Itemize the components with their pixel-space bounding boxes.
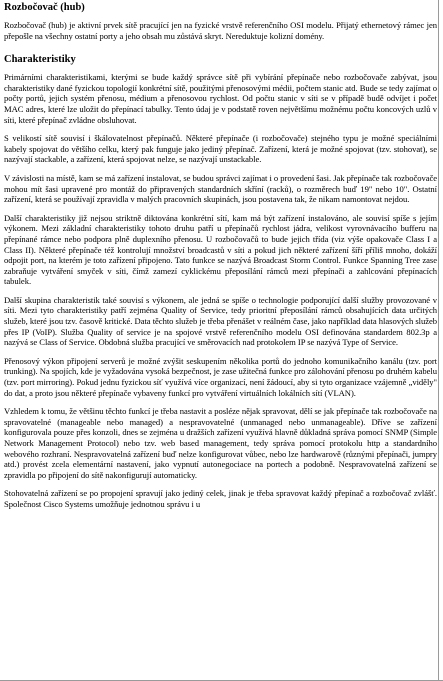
section-heading-characteristics: Charakteristiky	[4, 54, 76, 66]
page-border-right	[438, 0, 439, 681]
paragraph-management: Vzhledem k tomu, že většinu těchto funkcí je třeba nastavit a posléze nějak spravovat, dělí se jak přepínače tak rozbočovače na spravovatelné (manageable nebo managed) a nespravovatelné (unmanaged nebo unmanageable). Dříve se zařízení konfigurovala pouze přes konzoli, dnes se zejména u dražších zařízení využívá hlavně důkladná správa pomocí SNMP (Simple Network Management Protocol) nebo tzv. web based management, tedy správa pomocí protokolu http a standardního webového rozhraní. Nespravovatelná zařízení buď nelze konfigurovat vůbec, nebo lze hardwarově (různými přepínači, jumpry atd.) provést zcela elementární nastavení, jako vypnutí autonegociace na portech a podobně. Nespravovatelná zařízení se zpravidla po připojení do sítě nakonfigurují automaticky.	[4, 406, 437, 480]
paragraph-chassis: V závislosti na místě, kam se má zařízení instalovat, se budou správci zajímat i o provedení šasi. Jak přepínače tak rozbočovače mohou mít šasi upravené pro montáž do připravených standardních skříní (racků), o rozměrech buď 19" nebo 10". Ostatní zařízení, která se používají zpravidla v malých pracovních skupinách, jsou postavena tak, že nikam namontovat nejdou.	[4, 172, 437, 205]
paragraph-primary-characteristics: Primárními charakteristikami, kterými se bude každý správce sítě při vybírání přepínače nebo rozbočovače zabývat, jsou charakteristiky dané fyzickou topologií konkrétní sítě, použitými přenosovými médii, počtem stanic atd. Bude se tedy zajímat o počty portů, jejich systém přenosu, médium a přenosovou rychlost. Od počtu stanic v síti se v případě budě odvíjet i počet MAC adres, které lze uložit do přepínací tabulky. Tento údaj je v podstatě roven největšímu možnému počtu koncových uzlů v síti, které přepínač zvládne obsluhovat.	[4, 72, 437, 125]
paragraph-stacking: Stohovatelná zařízení se po propojení spravují jako jediný celek, jinak je třeba spravovat každý přepínač a rozbočovač zvlášť. Společnost Cisco Systems umožňuje jednotnou správu i u	[4, 488, 437, 509]
paragraph-port-trunking: Přenosový výkon připojení serverů je možné zvýšit seskupením několika portů do jednoho komunikačního kanálu (tzv. port trunking). Na spojích, kde je vyžadována vysoká bezpečnost, je zase užitečná funkce pro zálohování přenosu po druhém kabelu (tzv. port mirroring). Pokud jednu fyzickou síť využívá více organizací, není žádoucí, aby si tyto organizace vzájemně „viděly" do dat, a proto jsou některé přepínače vybaveny funkcí pro vytváření virtuálních lokálních sítí (VLAN).	[4, 355, 437, 398]
paragraph-performance: Další charakteristiky již nejsou striktně diktována konkrétní sítí, kam má být zařízení instalováno, ale souvisí spíše s jejím výkonem. Mezi základní charakteristiky tohoto druhu patří u přepínačů rychlost jádra, velikost vyrovnávacího bufferu na přepínané rámce nebo podpora plně duplexního přenosu. U rozbočovačů to bude jejich třída (viz výše opakovače Class I a Class II). Některé přepínače též kontrolují množství broadcastů v síti a pokud jich některé zařízení šíří příliš mnoho, dokáží odpojit port, na kterém je toto zařízení připojeno. Tato funkce se nazývá Broadcast Storm Control. Funkce Spanning Tree zase zabraňuje vytváření smyček v síti, čímž zamezí cyklickému přeposílání rámců mezi přepínači a zahlcování přepínacích tabulek.	[4, 212, 437, 287]
paragraph-qos: Další skupina charakteristik také souvisí s výkonem, ale jedná se spíše o technologie podporující další služby provozované v síti. Mezi tyto charakteristiky patří zejména Quality of Service, tedy prioritní přeposílání rámců obsahujících data určitých služeb, které jsou tzv. časově kritické. Data těchto služeb je třeba přenášet v reálném čase, jako například data hlasových služeb přes IP (VoIP). Služba Quality of service je na spojové vrstvě referenčního modelu OSI definována standardem 802.3p a nazývá se Class of Service. Obdobná služba pracující ve směrovacích nad protokolem IP se nazývá Type of Service.	[4, 294, 437, 348]
paragraph-hub-definition: Rozbočovač (hub) je aktivní prvek sítě pracující jen na fyzické vrstvě referenčního OSI modelu. Přijatý ethernetový rámec jen přepošle na všechny ostatní porty a jeho obsah mu zůstává skryt. Nereduktuje kolizní domény.	[4, 20, 437, 41]
section-heading-hub: Rozbočovač (hub)	[4, 2, 85, 13]
paragraph-scalability: S velikostí sítě souvisí i škálovatelnost přepínačů. Některé přepínače (i rozbočovače) stejného typu je možné speciálními kabely spojovat do většího celku, který pak funguje jako jediný přepínač. Zařízení, která je možné spojovat (tzv. stohovat), se nazývají stackable, a zařízení, která spojovat nelze, se nazývají unstackable.	[4, 133, 437, 165]
document-page	[3, 0, 437, 681]
